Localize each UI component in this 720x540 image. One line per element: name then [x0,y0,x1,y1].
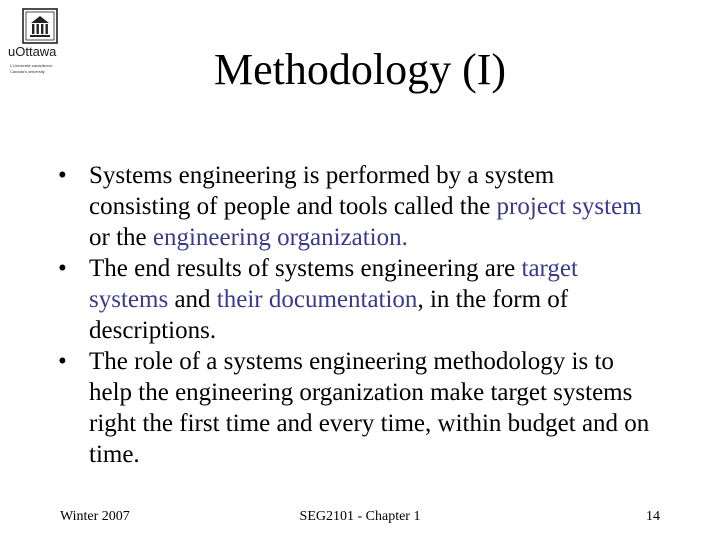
highlighted-term: target systems [89,255,578,313]
highlighted-term: engineering organization. [152,224,408,251]
university-logo [8,8,72,78]
footer-date: Winter 2007 [60,509,130,524]
logo-tagline-english: Canada's university [10,69,45,74]
highlighted-term: their documentation [216,286,418,313]
bullet-item [58,160,658,253]
logo-wordmark: uOttawa [8,44,57,59]
bullet-text: The role of a systems engineering methodology is to help the engineering organization make target systems right the first time and every time, within budget and on time. [89,348,650,468]
bullet-text: Systems engineering is performed by a system consisting of people and tools called the [89,162,555,220]
bullet-text: The end results of systems engineering are [89,255,522,282]
bullet-text: or the [89,224,153,251]
bullet-item [58,253,658,346]
slide-title: Methodology (I) [213,45,507,94]
university-emblem-icon [22,8,58,44]
bullet-dot-icon: • [58,348,67,375]
bullet-text: and [168,286,217,313]
highlighted-term: project system [496,193,642,220]
bullet-item [58,346,658,470]
bullet-text: , in the form of descriptions. [89,286,569,344]
bullet-dot-icon: • [58,162,67,189]
bullet-list [58,160,658,470]
logo-tagline-french: L'Université canadienne [10,63,53,68]
footer-page-number: 14 [646,509,660,524]
bullet-dot-icon: • [58,255,67,282]
footer-course: SEG2101 - Chapter 1 [299,509,421,524]
